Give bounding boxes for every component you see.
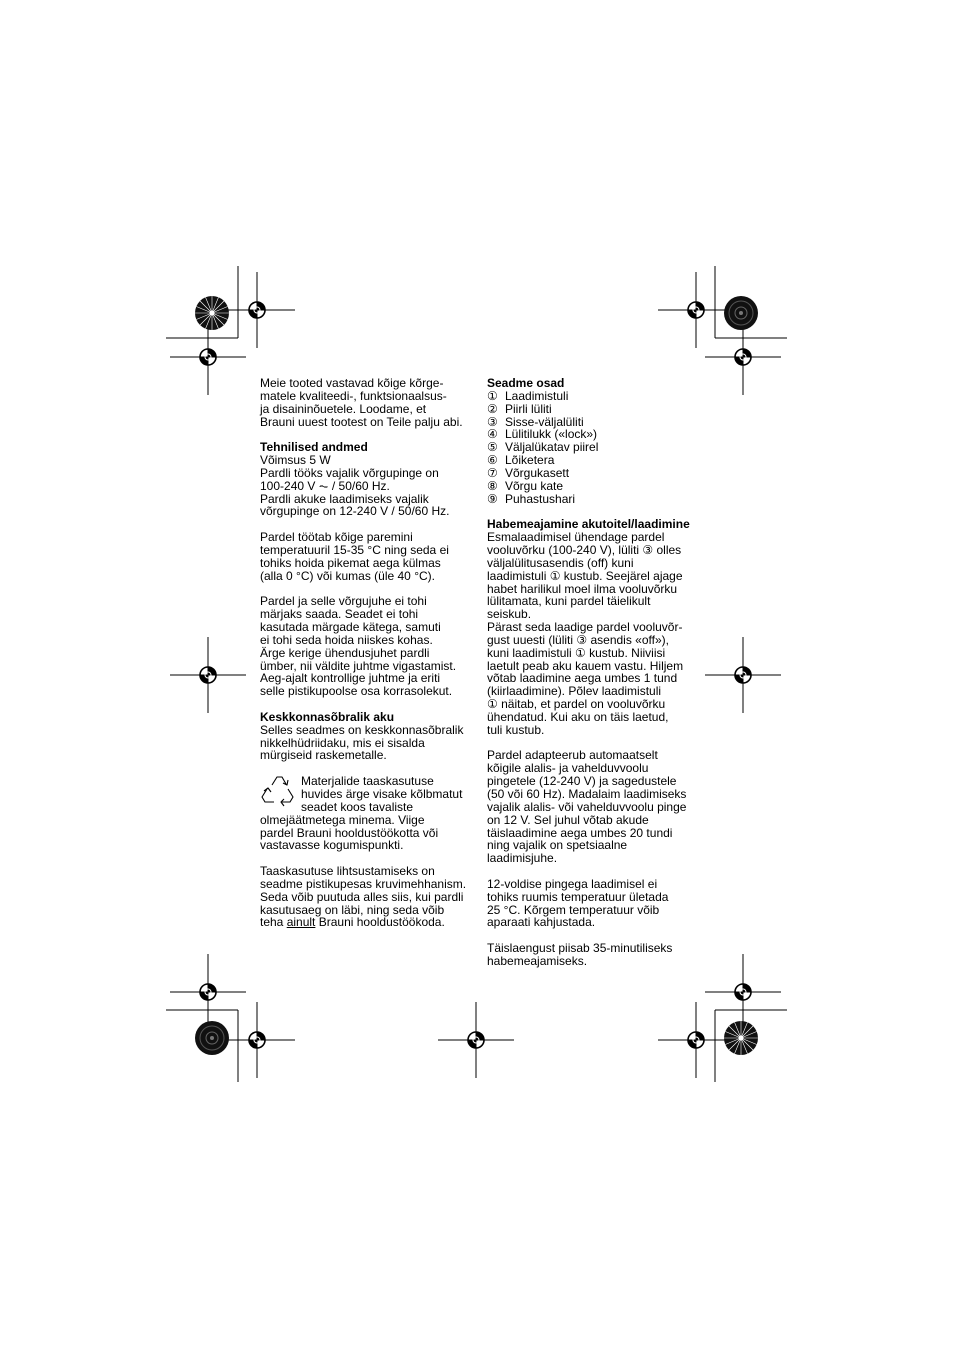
adapt-line: vajalik alalis- või vahelduvvoolu pinge	[487, 799, 687, 814]
reuse-line	[260, 916, 475, 929]
eco-line: mürgiseid raskemetalle.	[260, 748, 387, 763]
reuse-underlined: ainult	[286, 915, 316, 930]
intro-line: matele kvaliteedi-, funktsionaalsus-	[260, 388, 447, 403]
reuse-line: Taaskasutuse lihtsustamiseks on	[260, 864, 435, 879]
part-item: ③ Sisse-väljalüliti	[487, 414, 584, 429]
charging-line: habet harilikul moel ilma vooluvõrku	[487, 581, 678, 596]
part-item: ④ Lülitilukk («lock»)	[487, 427, 598, 442]
charging-line: seiskub.	[487, 607, 532, 622]
tech-heading: Tehnilised andmed	[260, 440, 368, 455]
part-item: ① Laadimistuli	[487, 388, 569, 403]
charging-heading: Habemeajamine akutoitel/laadimine	[487, 517, 690, 532]
recycle-notice	[260, 775, 475, 852]
part-item: ⑧ Võrgu kate	[487, 478, 564, 493]
reuse-line: kasutusaeg on läbi, ning seda võib	[260, 902, 445, 917]
safety-line: ümber, nii väldite juhtme vigastamist.	[260, 658, 457, 673]
twelve-volt-line: aparaati kahjustada.	[487, 915, 596, 930]
adapt-line: pingetele (12-240 V) ja sagedustele	[487, 774, 677, 789]
right-column	[487, 377, 702, 968]
charging-line: gust uuesti (lüliti ③ asendis «off»),	[487, 632, 669, 647]
recycle-line: seadet koos tavaliste	[301, 799, 414, 814]
charging-line: väljalülitusasendis (off) kuni	[487, 555, 634, 570]
adapt-line: on 12 V. Sel juhul võtab akude	[487, 812, 649, 827]
recycle-line: olmejäätmetega minema. Viige	[260, 812, 425, 827]
tech-line: Võimsus 5 W	[260, 453, 331, 468]
charging-line: võtab laadimine aega umbes 1 tund	[487, 671, 678, 686]
safety-line: Aeg-ajalt kontrollige juhtme ja eriti	[260, 671, 441, 686]
safety-line: Pardel ja selle võrgujuhe ei tohi	[260, 594, 427, 609]
recycle-line: huvides ärge visake kõlbmatut	[301, 787, 463, 801]
eco-line: Selles seadmes on keskkonnasõbralik	[260, 722, 464, 737]
full-charge-line: habemeajamiseks.	[487, 953, 588, 968]
tech-line: võrgupinge on 12-240 V / 50/60 Hz.	[260, 504, 450, 519]
recycle-icon	[260, 775, 296, 809]
part-item: ⑤ Väljalükatav piirel	[487, 440, 599, 455]
part-item: ⑥ Lõiketera	[487, 453, 555, 468]
adapt-line: ning vajalik on spetsiaalne	[487, 838, 628, 853]
full-charge-line: Täislaengust piisab 35-minutiliseks	[487, 941, 673, 956]
charging-line: vooluvõrku (100-240 V), lüliti ③ olles	[487, 542, 682, 557]
intro-line: Brauni uuest tootest on Teile palju abi.	[260, 414, 463, 429]
tech-line: 100-240 V ⏦ / 50/60 Hz.	[260, 478, 390, 493]
twelve-volt-line: 12-voldise pingega laadimisel ei	[487, 876, 658, 891]
safety-line: kasutada märgade kätega, samuti	[260, 620, 441, 635]
adapt-line: täislaadimine aega umbes 20 tundi	[487, 825, 673, 840]
charging-line: laadimistuli ① kustub. Seejärel ajage	[487, 568, 683, 583]
twelve-volt-line: tohiks ruumis temperatuur ületada	[487, 889, 669, 904]
twelve-volt-line: 25 °C. Kõrgem temperatuur võib	[487, 902, 660, 917]
safety-line: ei tohi seda hoida niiskes kohas.	[260, 632, 433, 647]
reuse-suffix: Brauni hooldustöökoda.	[315, 915, 445, 930]
tech-line: Pardli akuke laadimiseks vajalik	[260, 491, 429, 506]
reuse-prefix: teha	[260, 915, 287, 930]
safety-line: selle pistikupoolse osa korrasolekut.	[260, 684, 453, 699]
charging-line: kuni laadimistuli ① kustub. Niiviisi	[487, 645, 666, 660]
charging-line: (kiirlaadimine). Põlev laadimistuli	[487, 684, 662, 699]
reuse-line: Seda võib puutuda alles siis, kui pardli	[260, 889, 464, 904]
recycle-line: vastavasse kogumispunkti.	[260, 838, 404, 853]
recycle-line: Materjalide taaskasutuse	[301, 774, 434, 789]
part-item: ⑨ Puhastushari	[487, 491, 576, 506]
adapt-line: (50 või 60 Hz). Madalaim laadimiseks	[487, 787, 687, 801]
recycle-line: pardel Brauni hooldustöökotta või	[260, 825, 439, 840]
intro-line: Meie tooted vastavad kõige kõrge-	[260, 376, 444, 390]
intro-line: ja disaininõuetele. Loodame, et	[260, 401, 427, 416]
part-item: ② Piirli lüliti	[487, 401, 552, 416]
temp-line: tohiks hoida pikemat aega külmas	[260, 555, 441, 570]
charging-line: ühendatud. Kui aku on täis laetud,	[487, 709, 669, 724]
charging-line: ① näitab, et pardel on vooluvõrku	[487, 697, 666, 712]
reuse-line: seadme pistikupesas kruvimehhanism.	[260, 876, 467, 891]
adapt-line: Pardel adapteerub automaatselt	[487, 748, 658, 763]
charging-line: lülitamata, kuni pardel täielikult	[487, 594, 651, 609]
charging-line: tuli kustub.	[487, 722, 545, 737]
temp-line: temperatuuril 15-35 °C ning seda ei	[260, 542, 449, 557]
charging-line: laetult peab aku kauem vastu. Hiljem	[487, 658, 684, 673]
temp-line: (alla 0 °C) või kumas (üle 40 °C).	[260, 568, 435, 583]
part-item: ⑦ Võrgukasett	[487, 465, 570, 480]
eco-heading: Keskkonnasõbralik aku	[260, 709, 395, 724]
safety-line: Ärge kerige ühendusjuhet pardli	[260, 645, 430, 660]
charging-line: Pärast seda laadige pardel vooluvõr-	[487, 620, 683, 635]
temp-line: Pardel töötab kõige paremini	[260, 530, 413, 545]
safety-line: märjaks saada. Seadet ei tohi	[260, 607, 419, 622]
left-column	[260, 377, 475, 929]
charging-line: Esmalaadimisel ühendage pardel	[487, 530, 665, 545]
tech-line: Pardli tööks vajalik võrgupinge on	[260, 465, 439, 480]
eco-line: nikkelhüdriidaku, mis ei sisalda	[260, 735, 425, 750]
adapt-line: kõigile alalis- ja vahelduvvoolu	[487, 761, 649, 776]
adapt-line: laadimisjuhe.	[487, 851, 558, 866]
parts-heading: Seadme osad	[487, 376, 565, 390]
